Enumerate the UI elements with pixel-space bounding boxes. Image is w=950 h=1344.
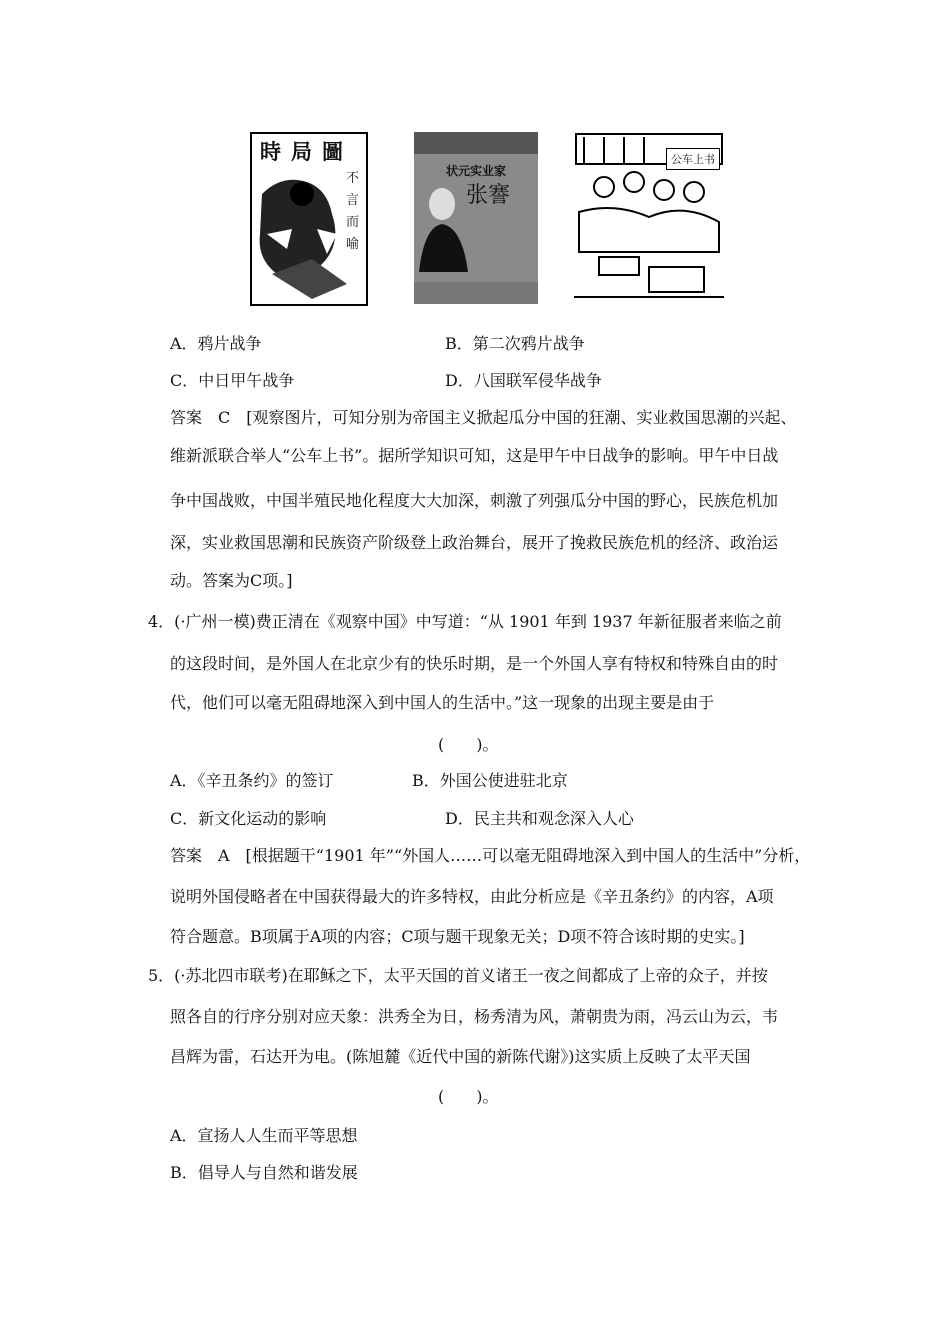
gongche-shangshu-drawing	[574, 132, 724, 308]
portrait-drawing	[414, 132, 538, 304]
q3-option-b: B．第二次鸦片战争	[445, 334, 585, 353]
q3-option-a: A．鸦片战争	[170, 334, 262, 353]
cover-subtitle: 状元实业家	[445, 164, 506, 178]
cover-title: 张謇	[466, 183, 511, 208]
q3-answer-line: 维新派联合举人“公车上书”。据所学知识可知，这是甲午中日战争的影响。甲午中日战	[170, 446, 779, 465]
q4-answer-line: 答案 A [根据题干“1901 年”“外国人……可以毫无阻碍地深入到中国人的生活中”分析，	[170, 846, 811, 865]
q4-option-b: B．外国公使进驻北京	[412, 771, 568, 790]
q4-stem-line: 的这段时间，是外国人在北京少有的快乐时期，是一个外国人享有特权和特殊自由的时	[170, 654, 779, 673]
figure-row	[248, 132, 728, 308]
q3-option-c: C．中日甲午战争	[170, 371, 295, 390]
q5-stem-line: 照各自的行序分别对应天象：洪秀全为日，杨秀清为风，萧朝贵为雨，冯云山为云，韦	[170, 1007, 779, 1026]
q4-option-d: D．民主共和观念深入人心	[445, 809, 634, 828]
cartoon-shiju-tu	[250, 132, 368, 306]
q4-stem-line: 4．(·广州一模)费正清在《观察中国》中写道：“从 1901 年到 1937 年新征服者来临之前	[148, 612, 782, 631]
q3-option-d: D．八国联军侵华战争	[445, 371, 602, 390]
cartoon-title: 時局圖	[260, 139, 353, 164]
book-cover-zhang-jian	[414, 132, 538, 304]
q4-answer-line: 说明外国侵略者在中国获得最大的许多特权，由此分析应是《辛丑条约》的内容，A项	[170, 887, 774, 906]
q3-answer-line: 答案 C [观察图片，可知分别为帝国主义掀起瓜分中国的狂潮、实业救国思潮的兴起、	[170, 408, 797, 427]
q5-option-b: B．倡导人与自然和谐发展	[170, 1163, 358, 1182]
q4-answer-blank: ( )。	[438, 735, 499, 754]
q3-answer-line: 深，实业救国思潮和民族资产阶级登上政治舞台，展开了挽救民族危机的经济、政治运	[170, 533, 779, 552]
q3-answer-line: 动。答案为C项。]	[170, 571, 293, 590]
q5-stem-line: 5．(·苏北四市联考)在耶稣之下，太平天国的首义诸王一夜之间都成了上帝的众子，并按	[148, 966, 768, 985]
sketch-tag: 公车上书	[666, 148, 720, 170]
q4-option-c: C．新文化运动的影响	[170, 809, 327, 828]
q3-answer-line: 争中国战败，中国半殖民地化程度大大加深，刺激了列强瓜分中国的野心，民族危机加	[170, 491, 779, 510]
q5-stem-line: 昌辉为雷，石达开为电。(陈旭麓《近代中国的新陈代谢》)这实质上反映了太平天国	[170, 1047, 751, 1066]
q5-option-a: A．宣扬人人生而平等思想	[170, 1126, 358, 1145]
cartoon-caption: 不言而喻	[346, 171, 360, 252]
q4-answer-line: 符合题意。B项属于A项的内容；C项与题干现象无关；D项不符合该时期的史实。]	[170, 927, 745, 946]
q4-option-a: A．《辛丑条约》的签订	[170, 771, 334, 790]
q5-answer-blank: ( )。	[438, 1087, 499, 1106]
q4-stem-line: 代，他们可以毫无阻碍地深入到中国人的生活中。”这一现象的出现主要是由于	[170, 693, 715, 712]
